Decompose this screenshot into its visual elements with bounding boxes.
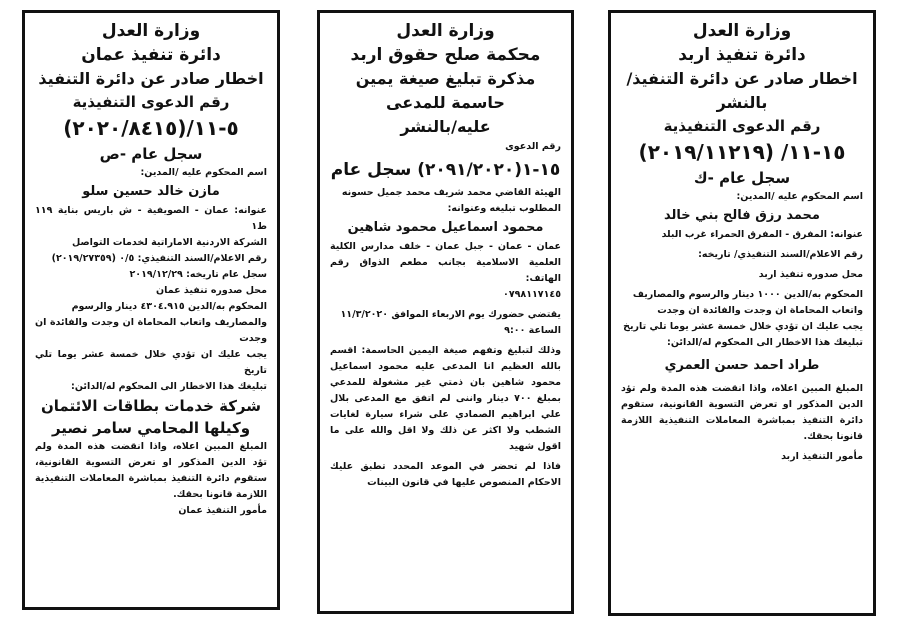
requested-name: محمود اسماعيل محمود شاهين bbox=[347, 219, 544, 235]
debtor-name: مازن خالد حسين سلو bbox=[82, 183, 220, 199]
case-number: ١٥-١(٢٠٩١/٢٠٢٠) سجل عام bbox=[330, 159, 561, 180]
hearing-date: يقتضي حضورك يوم الاربعاء الموافق ١١/٣/٢٠٢٠ bbox=[340, 308, 561, 320]
payment-demand: يجب عليك ان تؤدي خلال خمسة عشر يوما تلي تاريخ bbox=[623, 320, 863, 332]
hearing-time: الساعة ٩:٠٠ bbox=[504, 324, 561, 336]
notice-title: اخطار صادر عن دائرة التنفيذ/بالنشر bbox=[626, 69, 858, 112]
creditor-name: طراد احمد حسن العمري bbox=[664, 357, 820, 373]
notice-title: اخطار صادر عن دائرة التنفيذ bbox=[38, 69, 264, 88]
creditor-line: الشركة الاردنية الاماراتية لخدمات التواصل bbox=[72, 236, 267, 248]
signature: مأمور التنفيذ اربد bbox=[781, 450, 863, 462]
payment-demand-continued: تبليغك هذا الاخطار الى المحكوم له/الدائن: bbox=[71, 380, 267, 392]
notice-column-amman bbox=[22, 10, 280, 610]
creditor-company: شركة خدمات بطاقات الائتمان bbox=[41, 396, 261, 415]
phone-number: ٠٧٩٨١١٧١٤٥ bbox=[503, 288, 561, 300]
issue-place: محل صدوره تنفيذ عمان bbox=[156, 284, 267, 296]
bond-number: رقم الاعلام/السند التنفيذي: ٠/٥ (٢٠١٩/٢٧٣٥٩) bbox=[51, 252, 267, 264]
ministry-title: وزارة العدل bbox=[396, 21, 495, 41]
issue-place: محل صدوره تنفيذ اربد bbox=[758, 268, 863, 280]
case-label: رقم الدعوى التنفيذية bbox=[72, 93, 230, 111]
case-label: رقم الدعوى التنفيذية bbox=[663, 117, 821, 135]
oath-text: وذلك لتبليغ وتفهم صيغة اليمين الحاسمة: اقسم بالله العظيم انا المدعى عليه محمود اسماعيل محمود شاهين بان ذمتي غير مشغولة للمدعي بمبلغ ٧٠٠ دينار واننى لم اتفق مع المدعى بلال علي ابراهيم الصمادي على شراء سيارة لغايات الشطب ولا اكثر عن ذلك ولا اقل والله على ما اقول شهيد bbox=[330, 344, 561, 452]
case-number: ١٥-١١/ (٢٠١٩/١١٢١٩) bbox=[638, 140, 846, 164]
notice-column-irbid-court bbox=[317, 10, 574, 614]
requested-address: عمان - عمان - جبل عمان - خلف مدارس الكلية العلمية الاسلامية بجانب مطعم الذواق رقم الهاتف: bbox=[330, 240, 561, 284]
debtor-address: عنوانه: المفرق - المفرق الحمراء غرب البلد bbox=[661, 228, 863, 240]
memo-title: مذكرة تبليغ صيغة يمين حاسمة للمدعى bbox=[355, 69, 536, 112]
payment-demand: يجب عليك ان تؤدي خلال خمسة عشر يوما تلي تاريخ bbox=[35, 348, 267, 376]
ministry-title: وزارة العدل bbox=[692, 21, 792, 41]
warning-text: فاذا لم تحضر في الموعد المحدد تطبق عليك الاحكام المنصوص عليها في قانون البينات bbox=[330, 460, 561, 488]
bond-number: رقم الاعلام/السند التنفيذي/ تاريخه: bbox=[698, 248, 863, 260]
department-title: دائرة تنفيذ عمان bbox=[81, 45, 221, 65]
judgment-amount: المحكوم به/الدين ١٠٠٠ دينار والرسوم والمصاريف bbox=[632, 288, 863, 300]
creditor-lawyer: وكيلها المحامي سامر نصير bbox=[51, 418, 251, 437]
court-title: محكمة صلح حقوق اربد bbox=[350, 45, 541, 65]
register-label: سجل عام -ك bbox=[693, 169, 791, 187]
signature: مأمور التنفيذ عمان bbox=[178, 504, 267, 516]
judgment-amount-continued: واتعاب المحاماة ان وجدت والفائدة ان وجدت bbox=[657, 304, 863, 316]
debtor-label: اسم المحكوم عليه /المدين: bbox=[736, 191, 863, 202]
memo-title-continued: عليه/بالنشر bbox=[400, 117, 491, 136]
debtor-address: عنوانه: عمان - الصويفية - ش باريس بناية ١١٩ ط١ bbox=[35, 204, 267, 232]
judge-line: الهيئة القاضي محمد شريف محمد جميل حسونه bbox=[341, 186, 561, 198]
judgment-amount-continued: والمصاريف واتعاب المحاماة ان وجدت والفائدة ان وجدت bbox=[35, 316, 267, 344]
register-date: سجل عام تاريخه: ٢٠١٩/١٢/٢٩ bbox=[129, 268, 267, 280]
ministry-title: وزارة العدل bbox=[101, 21, 201, 41]
requested-label: المطلوب تبليغه وعنوانه: bbox=[447, 202, 561, 214]
register-label: سجل عام -ص bbox=[99, 145, 203, 163]
notice-body: المبلغ المبين اعلاه، واذا انقضت هذه المدة ولم تؤد الدين المذكور او تعرض التسوية القانونية، ستقوم دائرة التنفيذ بمباشرة المعاملات التنفيذية اللازمة قانونا بحقك. bbox=[35, 440, 267, 500]
judgment-amount: المحكوم به/الدين ٤٣٠٤.٩١٥ دينار والرسوم bbox=[71, 300, 267, 312]
notice-column-irbid bbox=[608, 10, 876, 616]
debtor-name: محمد رزق فالح بني خالد bbox=[664, 207, 820, 223]
case-number: ٥-١١/(٢٠٢٠/٨٤١٥) bbox=[63, 116, 239, 140]
case-label: رقم الدعوى bbox=[505, 141, 561, 152]
notice-body: المبلغ المبين اعلاه، واذا انقضت هذه المدة ولم تؤد الدين المذكور او تعرض التسوية القانونية، ستقوم دائرة التنفيذ بمباشرة المعاملات التنفيذية اللازمة قانونا بحقك. bbox=[621, 382, 863, 442]
debtor-label: اسم المحكوم عليه /المدين: bbox=[140, 167, 267, 178]
department-title: دائرة تنفيذ اربد bbox=[678, 45, 806, 65]
payment-demand-continued: تبليغك هذا الاخطار الى المحكوم له/الدائن: bbox=[667, 336, 863, 348]
